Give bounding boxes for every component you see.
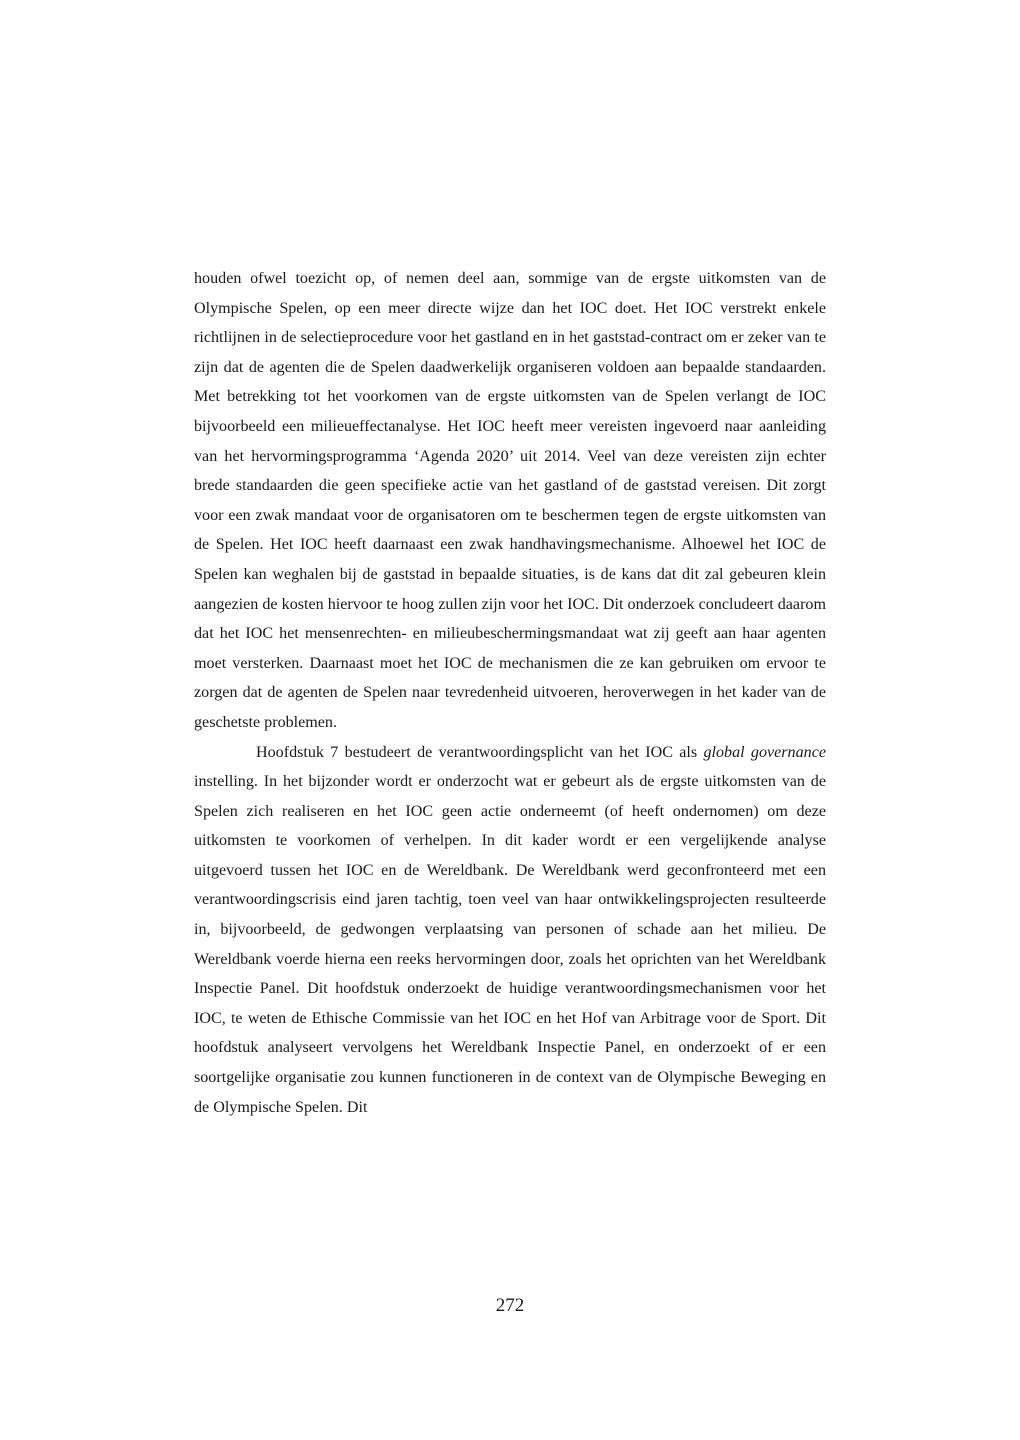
paragraph-2-text-end: instelling. In het bijzonder wordt er onderzocht wat er gebeurt als de ergste uitkomsten van de Spelen zich realiseren en het IOC geen actie onderneemt (of heeft ondernomen) om deze uitkomsten te voorkomen of verhelpen. In dit kader wordt er een vergelijkende analyse uitgevoerd tussen het IOC en de Wereldbank. De Wereldbank werd geconfronteerd met een verantwoordingscrisis eind jaren tachtig, toen veel van haar ontwikkelingsprojecten resulteerde in, bijvoorbeeld, de gedwongen verplaatsing van personen of schade aan het milieu. De Wereldbank voerde hierna een reeks hervormingen door, zoals het oprichten van het Wereldbank Inspectie Panel. Dit hoofdstuk onderzoekt de huidige verantwoordingsmechanismen voor het IOC, te weten de Ethische Commissie van het IOC en het Hof van Arbitrage voor de Sport. Dit hoofdstuk analyseert vervolgens het Wereldbank Inspectie Panel, en onderzoekt of er een soortgelijke organisatie zou kunnen functioneren in de context van de Olympische Beweging en de Olympische Spelen. Dit — [194, 773, 826, 1116]
paragraph-2 — [194, 738, 826, 1123]
body-text — [194, 264, 826, 1122]
paragraph-2-text-start: Hoofdstuk 7 bestudeert de verantwoordingsplicht van het IOC als — [256, 743, 704, 761]
page-number: 272 — [495, 1295, 525, 1316]
paragraph-1: houden ofwel toezicht op, of nemen deel aan, sommige van de ergste uitkomsten van de Olympische Spelen, op een meer directe wijze dan het IOC doet. Het IOC verstrekt enkele richtlijnen in de selectieprocedure voor het gastland en in het gaststad-contract om er zeker van te zijn dat de agenten die de Spelen daadwerkelijk organiseren voldoen aan bepaalde standaarden. Met betrekking tot het voorkomen van de ergste uitkomsten van de Spelen verlangt de IOC bijvoorbeeld een milieueffectanalyse. Het IOC heeft meer vereisten ingevoerd naar aanleiding van het hervormingsprogramma ‘Agenda 2020’ uit 2014. Veel van deze vereisten zijn echter brede standaarden die geen specifieke actie van het gastland of de gaststad vereisen. Dit zorgt voor een zwak mandaat voor de organisatoren om te beschermen tegen de ergste uitkomsten van de Spelen. Het IOC heeft daarnaast een zwak handhavingsmechanisme. Alhoewel het IOC de Spelen kan weghalen bij de gaststad in bepaalde situaties, is de kans dat dit zal gebeuren klein aangezien de kosten hiervoor te hoog zullen zijn voor het IOC. Dit onderzoek concludeert daarom dat het IOC het mensenrechten- en milieubeschermingsmandaat wat zij geeft aan haar agenten moet versterken. Daarnaast moet het IOC de mechanismen die ze kan gebruiken om ervoor te zorgen dat de agenten de Spelen naar tevredenheid uitvoeren, heroverwegen in het kader van de geschetste problemen. — [194, 270, 826, 731]
paragraph-2-italic-term: global governance — [703, 743, 826, 761]
